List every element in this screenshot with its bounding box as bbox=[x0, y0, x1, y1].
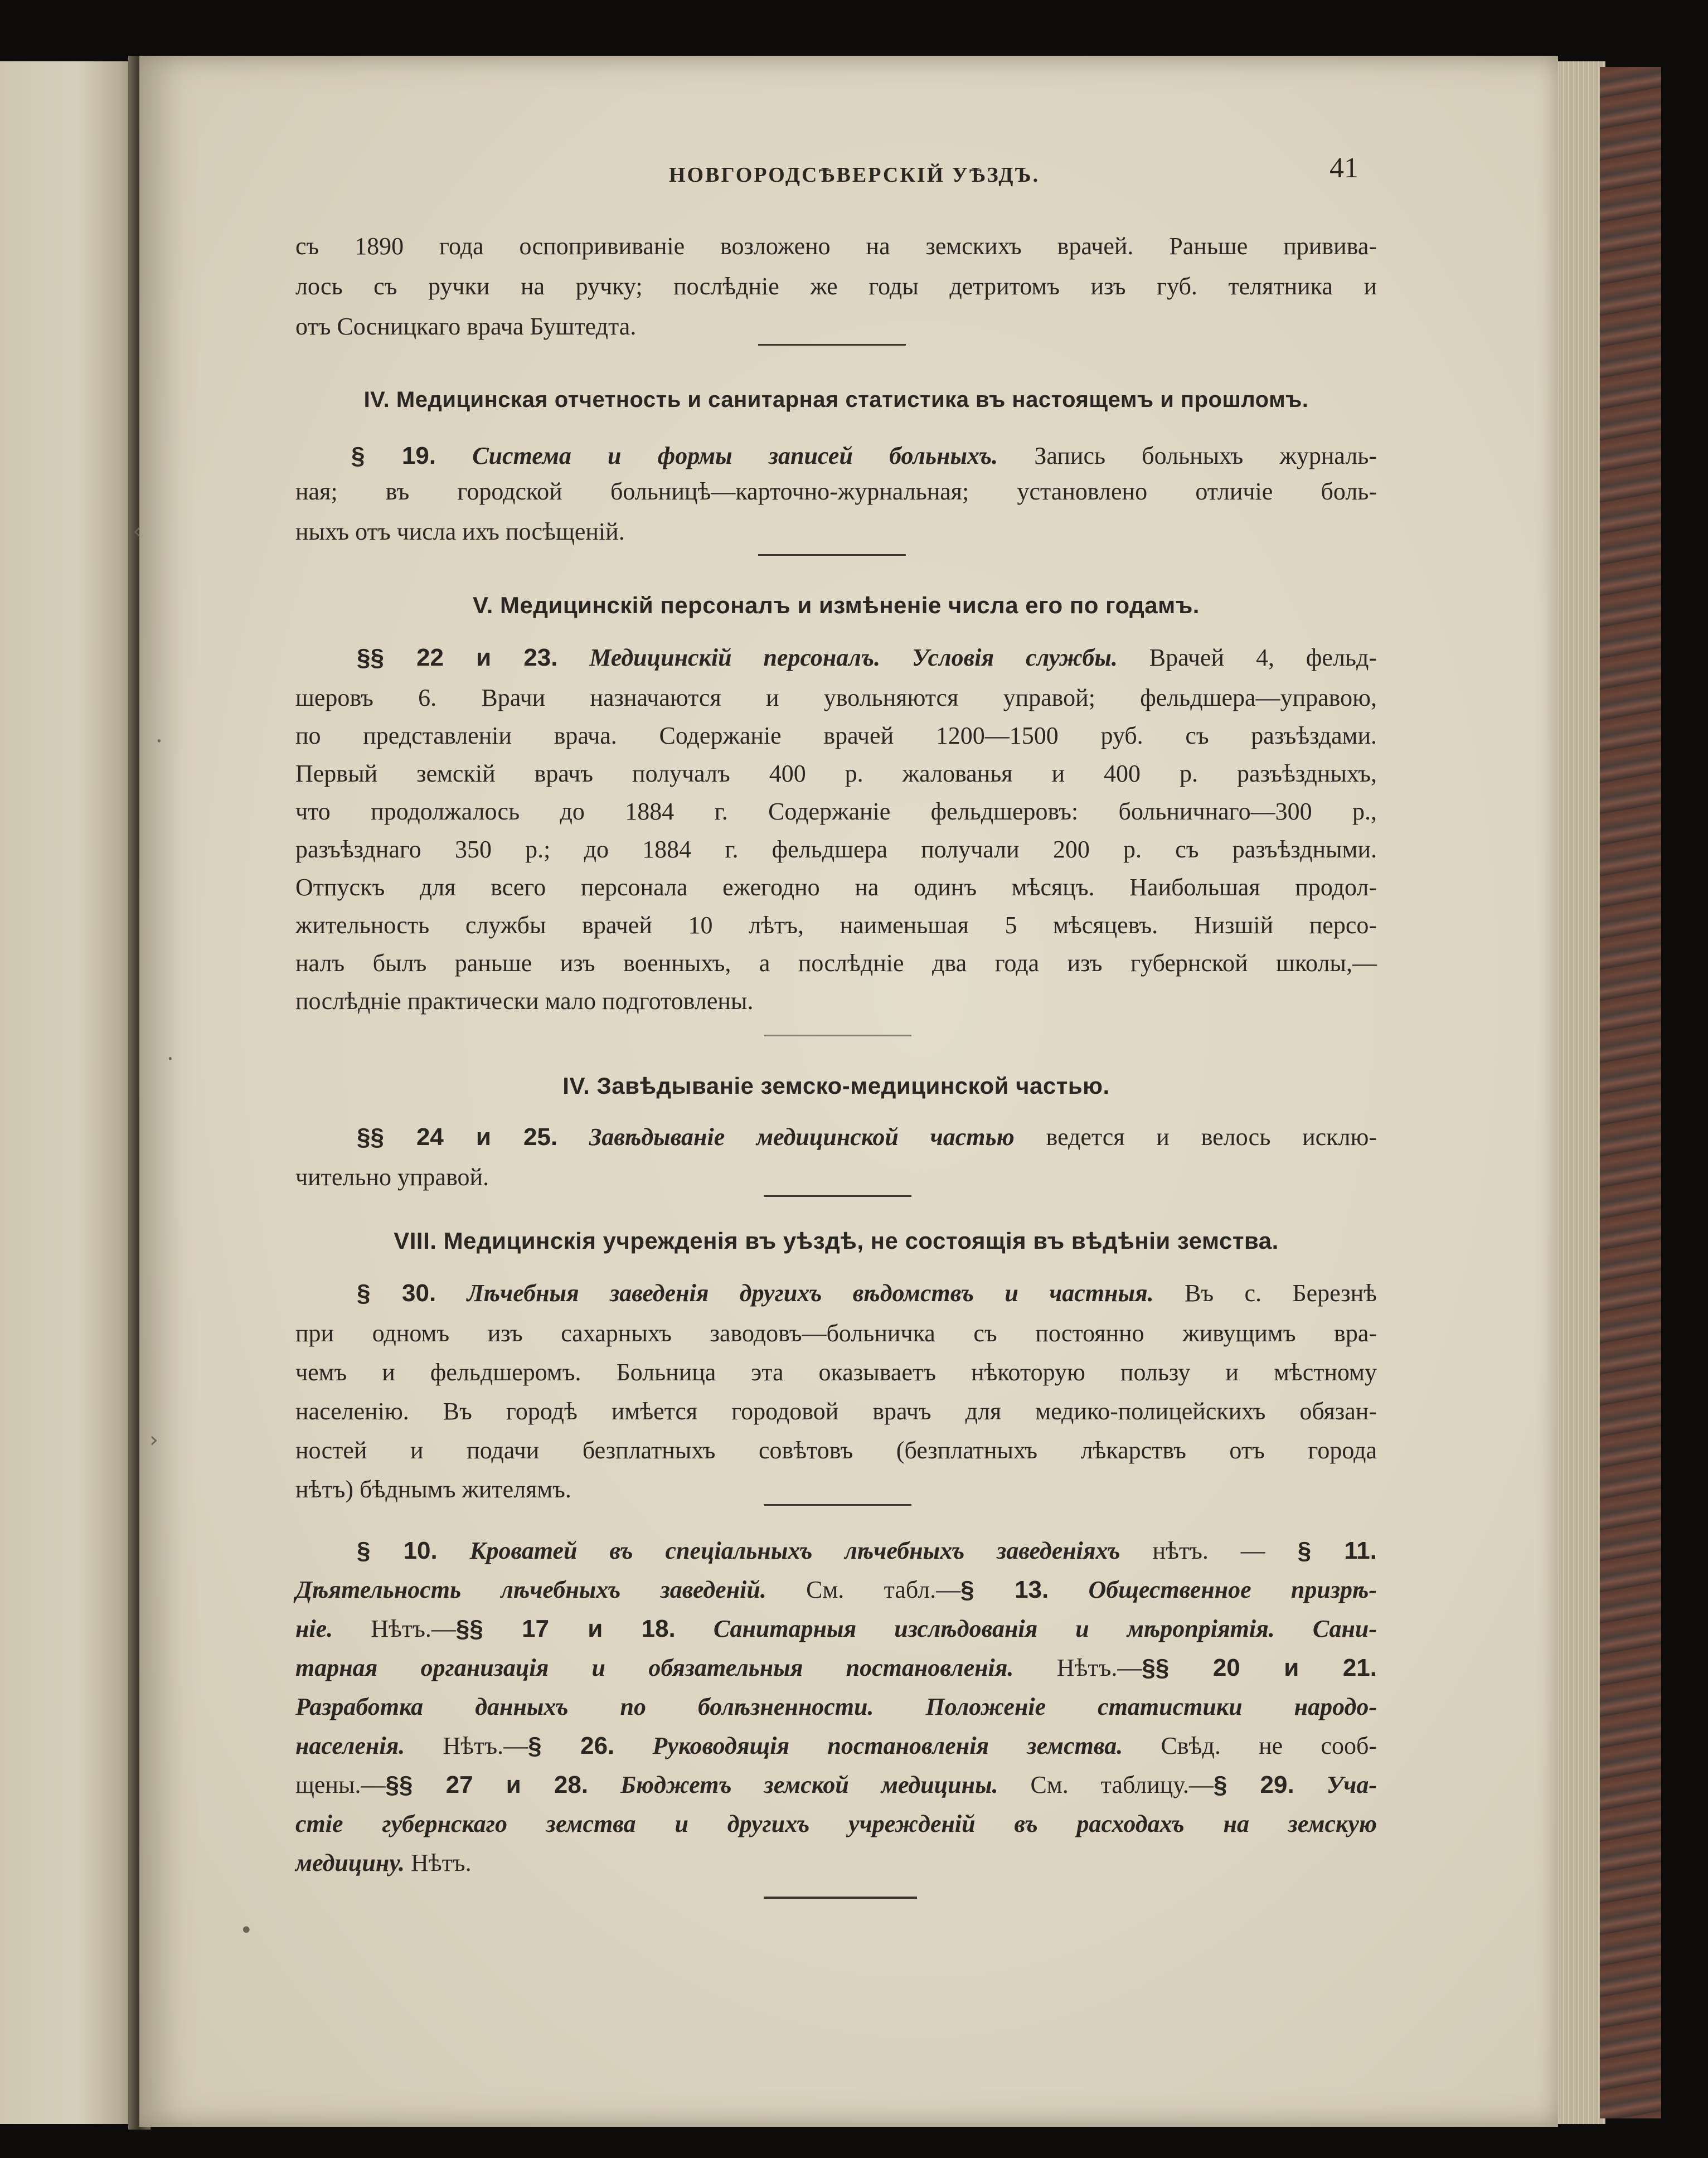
margin-mark: › bbox=[149, 1427, 158, 1453]
text-span: См. таблицу.— bbox=[1030, 1771, 1214, 1798]
paragraph-title: Уча- bbox=[1326, 1771, 1377, 1798]
text-line: по представленіи врача. Содержаніе врачей 1200—1500 руб. съ разъѣздами. bbox=[295, 722, 1377, 749]
text-line: лось съ ручки на ручку; послѣдніе же годы детритомъ изъ губ. телятника и bbox=[295, 273, 1377, 300]
paragraph-title: Завѣдываніе медицинской частью bbox=[589, 1123, 1015, 1151]
section-rule bbox=[764, 1035, 911, 1036]
paragraph-title: медицину. bbox=[295, 1849, 405, 1876]
paragraph-title: ніе. bbox=[295, 1615, 333, 1642]
section-heading: IV. Завѣдываніе земско-медицинской частью. bbox=[562, 1073, 1110, 1099]
text-line: разъѣзднаго 350 р.; до 1884 г. фельдшера получали 200 р. съ разъѣздными. bbox=[295, 836, 1377, 863]
left-facing-page bbox=[0, 61, 139, 2124]
section-rule bbox=[764, 1504, 911, 1506]
text-span: Свѣд. не сооб- bbox=[1161, 1732, 1377, 1759]
text-line: отъ Сосницкаго врача Буштедта. bbox=[295, 313, 637, 340]
paragraph-title: Дѣятельность лѣчебныхъ заведеній. bbox=[295, 1576, 766, 1603]
margin-mark: ‹ bbox=[133, 518, 142, 544]
paragraph-number: § 26. bbox=[528, 1732, 615, 1759]
summary-line bbox=[295, 1846, 1377, 1880]
margin-mark: • bbox=[240, 1918, 253, 1943]
summary-line bbox=[295, 1690, 1377, 1724]
text-span: Нѣтъ.— bbox=[443, 1732, 528, 1759]
paragraph-number: §§ 17 и 18. bbox=[455, 1615, 676, 1642]
paragraph-title: Общественное призрѣ- bbox=[1088, 1576, 1377, 1603]
paragraph-title: Медицинскій персоналъ. Условія службы. bbox=[589, 644, 1118, 671]
text-span: Нѣтъ.— bbox=[1056, 1654, 1142, 1681]
text-line: шеровъ 6. Врачи назначаются и увольняются управой; фельдшера—управою, bbox=[295, 684, 1377, 711]
paragraph-number: § 30. bbox=[357, 1279, 436, 1307]
text-span: Запись больныхъ журналь- bbox=[1034, 442, 1377, 469]
text-line: населенію. Въ городѣ имѣется городовой врачъ для медико-полицейскихъ обязан- bbox=[295, 1398, 1377, 1425]
text-line: ная; въ городской больницѣ—карточно-журнальная; установлено отличіе боль- bbox=[295, 478, 1377, 505]
running-title: НОВГОРОДСѢВЕРСКІЙ УѢЗДЪ. bbox=[669, 163, 1040, 187]
summary-line bbox=[295, 1534, 1377, 1568]
paragraph-title: Санитарныя изслѣдованія и мѣропріятія. Сани- bbox=[713, 1615, 1377, 1642]
page-number: 41 bbox=[1329, 152, 1358, 184]
text-line: налъ былъ раньше изъ военныхъ, а послѣдніе два года изъ губернской школы,— bbox=[295, 949, 1377, 977]
text-span: щены.— bbox=[295, 1771, 386, 1798]
section-rule bbox=[764, 1195, 911, 1197]
paragraph-number: §§ 24 и 25. bbox=[357, 1123, 558, 1151]
section-rule bbox=[758, 554, 906, 556]
paragraph-first-line bbox=[295, 1121, 1377, 1154]
text-line: ностей и подачи безплатныхъ совѣтовъ (безплатныхъ лѣкарствъ отъ города bbox=[295, 1437, 1377, 1464]
paragraph-number: §§ 27 и 28. bbox=[385, 1771, 589, 1798]
end-rule bbox=[764, 1897, 917, 1899]
summary-line bbox=[295, 1768, 1377, 1802]
text-line: что продолжалось до 1884 г. Содержаніе фельдшеровъ: больничнаго—300 р., bbox=[295, 798, 1377, 825]
summary-line bbox=[295, 1573, 1377, 1607]
paragraph-title: стіе губернскаго земства и другихъ учрежденій въ расходахъ на земскую bbox=[295, 1810, 1377, 1837]
paragraph-number: §§ 20 и 21. bbox=[1142, 1654, 1377, 1681]
section-heading: VIII. Медицинскія учрежденія въ уѣздѣ, не состоящія въ вѣдѣніи земства. bbox=[394, 1228, 1279, 1254]
text-line: съ 1890 года оспопрививаніе возложено на земскихъ врачей. Раньше привива- bbox=[295, 232, 1377, 260]
section-heading: V. Медицинскій персоналъ и измѣненіе числа его по годамъ. bbox=[473, 592, 1200, 618]
text-span: Нѣтъ. bbox=[411, 1849, 472, 1876]
marbled-cover bbox=[1600, 67, 1661, 2118]
text-span: нѣтъ. — bbox=[1152, 1537, 1265, 1564]
text-span: ведется и велось исклю- bbox=[1046, 1123, 1377, 1151]
paragraph-first-line bbox=[295, 641, 1377, 675]
text-span: Въ с. Березнѣ bbox=[1185, 1279, 1377, 1307]
page-edges bbox=[1555, 61, 1605, 2124]
text-line: при одномъ изъ сахарныхъ заводовъ—больничка съ постоянно живущимъ вра- bbox=[295, 1320, 1377, 1347]
paragraph-number: § 13. bbox=[960, 1576, 1049, 1603]
summary-line bbox=[295, 1612, 1377, 1646]
text-line: ныхъ отъ числа ихъ посѣщеній. bbox=[295, 518, 625, 545]
paragraph-title: Лѣчебныя заведенія другихъ вѣдомствъ и частныя. bbox=[467, 1279, 1154, 1307]
paragraph-title: Бюджетъ земской медицины. bbox=[620, 1771, 998, 1798]
text-line: жительность службы врачей 10 лѣтъ, наименьшая 5 мѣсяцевъ. Низшій персо- bbox=[295, 911, 1377, 939]
paragraph-first-line bbox=[295, 1277, 1377, 1310]
text-line: Первый земскій врачъ получалъ 400 р. жалованья и 400 р. разъѣздныхъ, bbox=[295, 760, 1377, 787]
text-line: чемъ и фельдшеромъ. Больница эта оказываетъ нѣкоторую пользу и мѣстному bbox=[295, 1359, 1377, 1386]
text-line: Отпускъ для всего персонала ежегодно на одинъ мѣсяцъ. Наибольшая продол- bbox=[295, 874, 1377, 901]
text-span: См. табл.— bbox=[806, 1576, 961, 1603]
text-line: послѣдніе практически мало подготовлены. bbox=[295, 987, 754, 1015]
margin-mark: ⸱ bbox=[167, 1046, 173, 1072]
paragraph-title: Руководящія постановленія земства. bbox=[652, 1732, 1123, 1759]
text-line: нѣтъ) бѣднымъ жителямъ. bbox=[295, 1476, 571, 1503]
paragraph-first-line bbox=[295, 439, 1377, 473]
summary-line bbox=[295, 1651, 1377, 1685]
paragraph-number: § 11. bbox=[1297, 1537, 1377, 1564]
paragraph-number: § 10. bbox=[357, 1537, 438, 1564]
paragraph-title: Кроватей въ спеціальныхъ лѣчебныхъ заведеніяхъ bbox=[469, 1537, 1120, 1564]
paragraph-title: Разработка данныхъ по болѣзненности. Положеніе статистики народо- bbox=[295, 1693, 1377, 1720]
text-span: Нѣтъ.— bbox=[371, 1615, 456, 1642]
paragraph-number: §§ 22 и 23. bbox=[357, 644, 558, 671]
section-heading: IV. Медицинская отчетность и санитарная статистика въ настоящемъ и прошломъ. bbox=[363, 387, 1309, 412]
text-line: чительно управой. bbox=[295, 1163, 489, 1191]
paragraph-number: § 29. bbox=[1213, 1771, 1294, 1798]
paragraph-title: тарная организація и обязательныя постановленія. bbox=[295, 1654, 1014, 1681]
paragraph-title: населенія. bbox=[295, 1732, 405, 1759]
margin-mark: ⸱ bbox=[156, 729, 162, 754]
summary-line bbox=[295, 1729, 1377, 1763]
section-rule bbox=[758, 344, 906, 346]
summary-line bbox=[295, 1807, 1377, 1841]
text-span: Врачей 4, фельд- bbox=[1149, 644, 1377, 671]
paragraph-title: Система и формы записей больныхъ. bbox=[472, 442, 998, 469]
paragraph-number: § 19. bbox=[351, 442, 436, 469]
